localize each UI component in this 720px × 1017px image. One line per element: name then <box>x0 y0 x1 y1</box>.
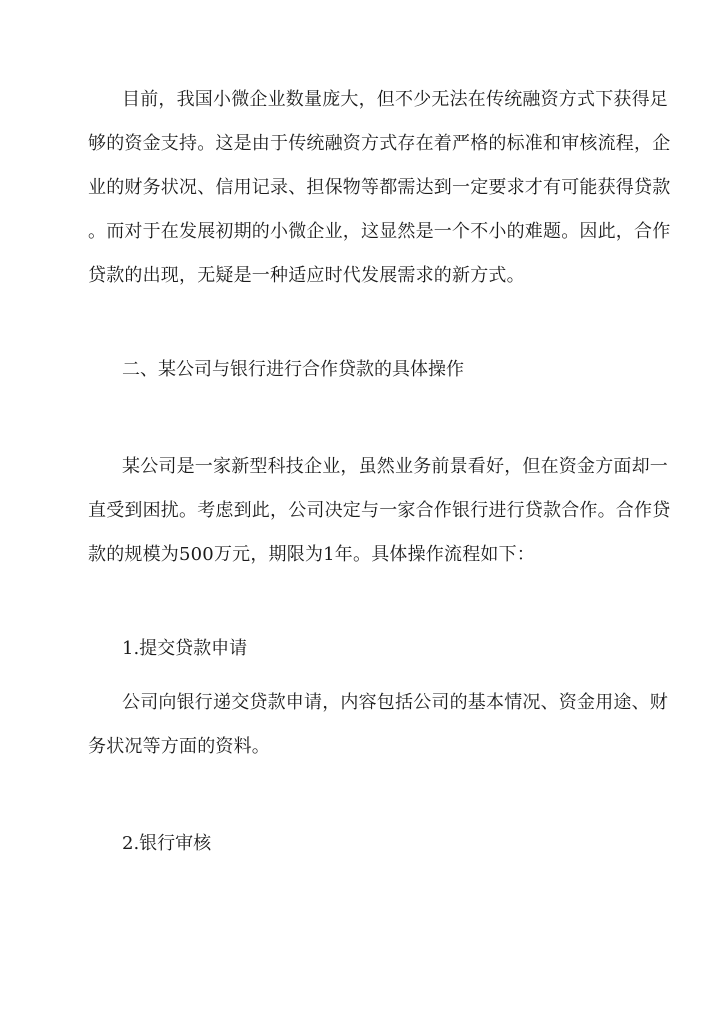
paragraph-line: 务状况等方面的资料。 <box>88 736 270 757</box>
paragraph-line: 某公司是一家新型科技企业，虽然业务前景看好，但在资金方面却一 <box>122 456 668 477</box>
paragraph-line: 。而对于在发展初期的小微企业，这显然是一个不小的难题。因此，合作 <box>88 221 671 242</box>
paragraph-intro <box>88 88 671 308</box>
paragraph-line: 目前，我国小微企业数量庞大，但不少无法在传统融资方式下获得足 <box>122 89 668 110</box>
paragraph-application <box>88 691 668 779</box>
paragraph-company <box>88 455 671 587</box>
paragraph-line: 直受到困扰。考虑到此，公司决定与一家合作银行进行贷款合作。合作贷 <box>88 500 671 521</box>
section-heading: 二、某公司与银行进行合作贷款的具体操作 <box>122 359 464 380</box>
paragraph-line: 款的规模为500万元，期限为1年。具体操作流程如下： <box>88 544 536 565</box>
step-heading-bank-review: 2.银行审核 <box>122 833 212 854</box>
paragraph-line: 够的资金支持。这是由于传统融资方式存在着严格的标准和审核流程，企 <box>88 133 671 154</box>
paragraph-line: 业的财务状况、信用记录、担保物等都需达到一定要求才有可能获得贷款 <box>88 177 671 198</box>
paragraph-line: 公司向银行递交贷款申请，内容包括公司的基本情况、资金用途、财 <box>122 692 668 713</box>
step-heading-submit-application: 1.提交贷款申请 <box>122 638 248 659</box>
paragraph-line: 贷款的出现，无疑是一种适应时代发展需求的新方式。 <box>88 265 525 286</box>
